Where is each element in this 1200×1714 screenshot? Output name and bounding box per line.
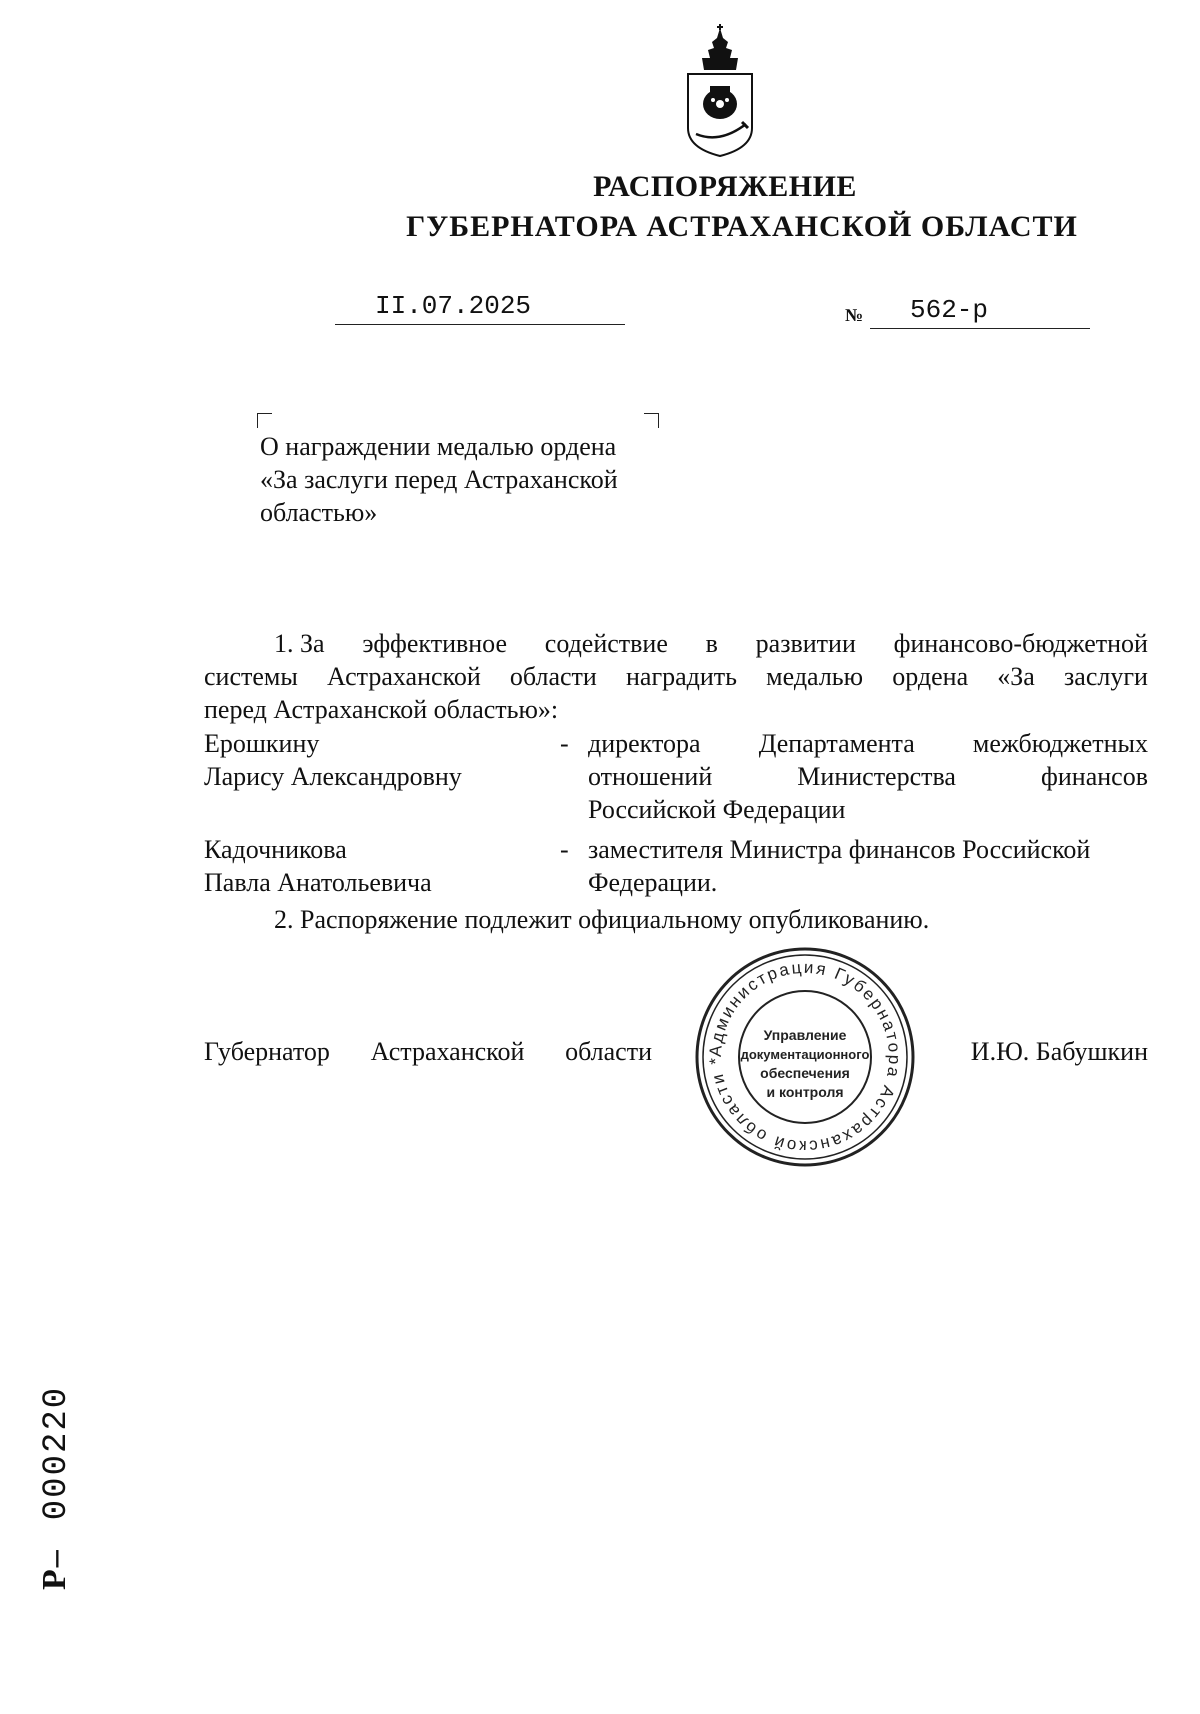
word: Министерства	[797, 762, 956, 791]
word: ордена	[892, 662, 969, 691]
awardee-given-names: Ларису Александровну	[204, 762, 462, 791]
word: содействие	[544, 629, 668, 658]
word: медалью	[766, 662, 864, 691]
word: в	[705, 629, 718, 658]
registration-prefix: Р–	[36, 1548, 73, 1590]
word: финансов	[1041, 762, 1148, 791]
number-sign: №	[845, 305, 864, 325]
document-type-title: РАСПОРЯЖЕНИЕ	[593, 170, 857, 203]
word: «За	[997, 662, 1035, 691]
stamp-inner-line: обеспечения	[760, 1065, 850, 1081]
stamp-inner-line: Управление	[763, 1027, 847, 1043]
word: директора	[588, 729, 701, 758]
awardee-given-names: Павла Анатольевича	[204, 868, 432, 897]
awardee-position	[588, 833, 1148, 899]
subject-line: областью»	[260, 498, 378, 527]
word: области	[509, 662, 597, 691]
number-field	[870, 292, 1090, 329]
signatory-name: И.Ю. Бабушкин	[970, 1037, 1148, 1066]
stamp-inner-line: и контроля	[766, 1084, 844, 1100]
position-line	[588, 727, 1148, 760]
word: эффективное	[362, 629, 508, 658]
paragraph-line: перед Астраханской областью»:	[204, 695, 559, 724]
signatory-position	[204, 1035, 652, 1068]
word: Астраханской	[370, 1037, 525, 1066]
paragraph-1	[204, 627, 1148, 726]
subject-bracket-left	[257, 413, 272, 428]
word: отношений	[588, 762, 713, 791]
subject-heading	[260, 430, 680, 529]
word: Астраханской	[326, 662, 481, 691]
awardee-surname: Ерошкину	[204, 729, 320, 758]
stamp-inner-line: документационного	[740, 1047, 870, 1062]
coat-of-arms-emblem-icon	[680, 24, 760, 160]
stamp-outer-text: Администрация Губернатора Астраханской области *	[705, 957, 905, 1157]
registration-value: 000220	[38, 1385, 76, 1521]
awardee-name	[204, 833, 432, 899]
word: заслуги	[1064, 662, 1148, 691]
word: межбюджетных	[972, 729, 1148, 758]
paragraph-2: 2. Распоряжение подлежит официальному опубликованию.	[274, 905, 930, 934]
paragraph-line	[204, 627, 1148, 660]
subject-bracket-right	[644, 413, 659, 428]
word: Департамента	[758, 729, 915, 758]
document-date: II.07.2025	[375, 291, 532, 321]
official-seal-stamp	[694, 946, 916, 1168]
subject-line: «За заслуги перед Астраханской	[260, 465, 618, 494]
position-line	[588, 760, 1148, 793]
paragraph-line	[204, 660, 1148, 693]
subject-line: О награждении медалью ордена	[260, 432, 617, 461]
awardee-position	[588, 727, 1148, 826]
dash-separator: -	[560, 729, 569, 758]
word: развитии	[755, 629, 856, 658]
word: финансово-бюджетной	[893, 629, 1148, 658]
word: Губернатор	[204, 1037, 330, 1066]
position-line: Российской Федерации	[588, 795, 846, 824]
word: 1. За	[274, 629, 325, 658]
word: области	[565, 1037, 652, 1066]
date-field	[335, 288, 625, 325]
dash-separator: -	[560, 835, 569, 864]
position-line: Федерации.	[588, 868, 718, 897]
awardee-name	[204, 727, 462, 793]
word: системы	[204, 662, 298, 691]
issuer-title: ГУБЕРНАТОРА АСТРАХАНСКОЙ ОБЛАСТИ	[406, 210, 1078, 243]
awardee-surname: Кадочникова	[204, 835, 347, 864]
word: наградить	[625, 662, 738, 691]
position-line: заместителя Министра финансов Российской	[588, 835, 1091, 864]
document-number: 562-р	[910, 295, 989, 325]
